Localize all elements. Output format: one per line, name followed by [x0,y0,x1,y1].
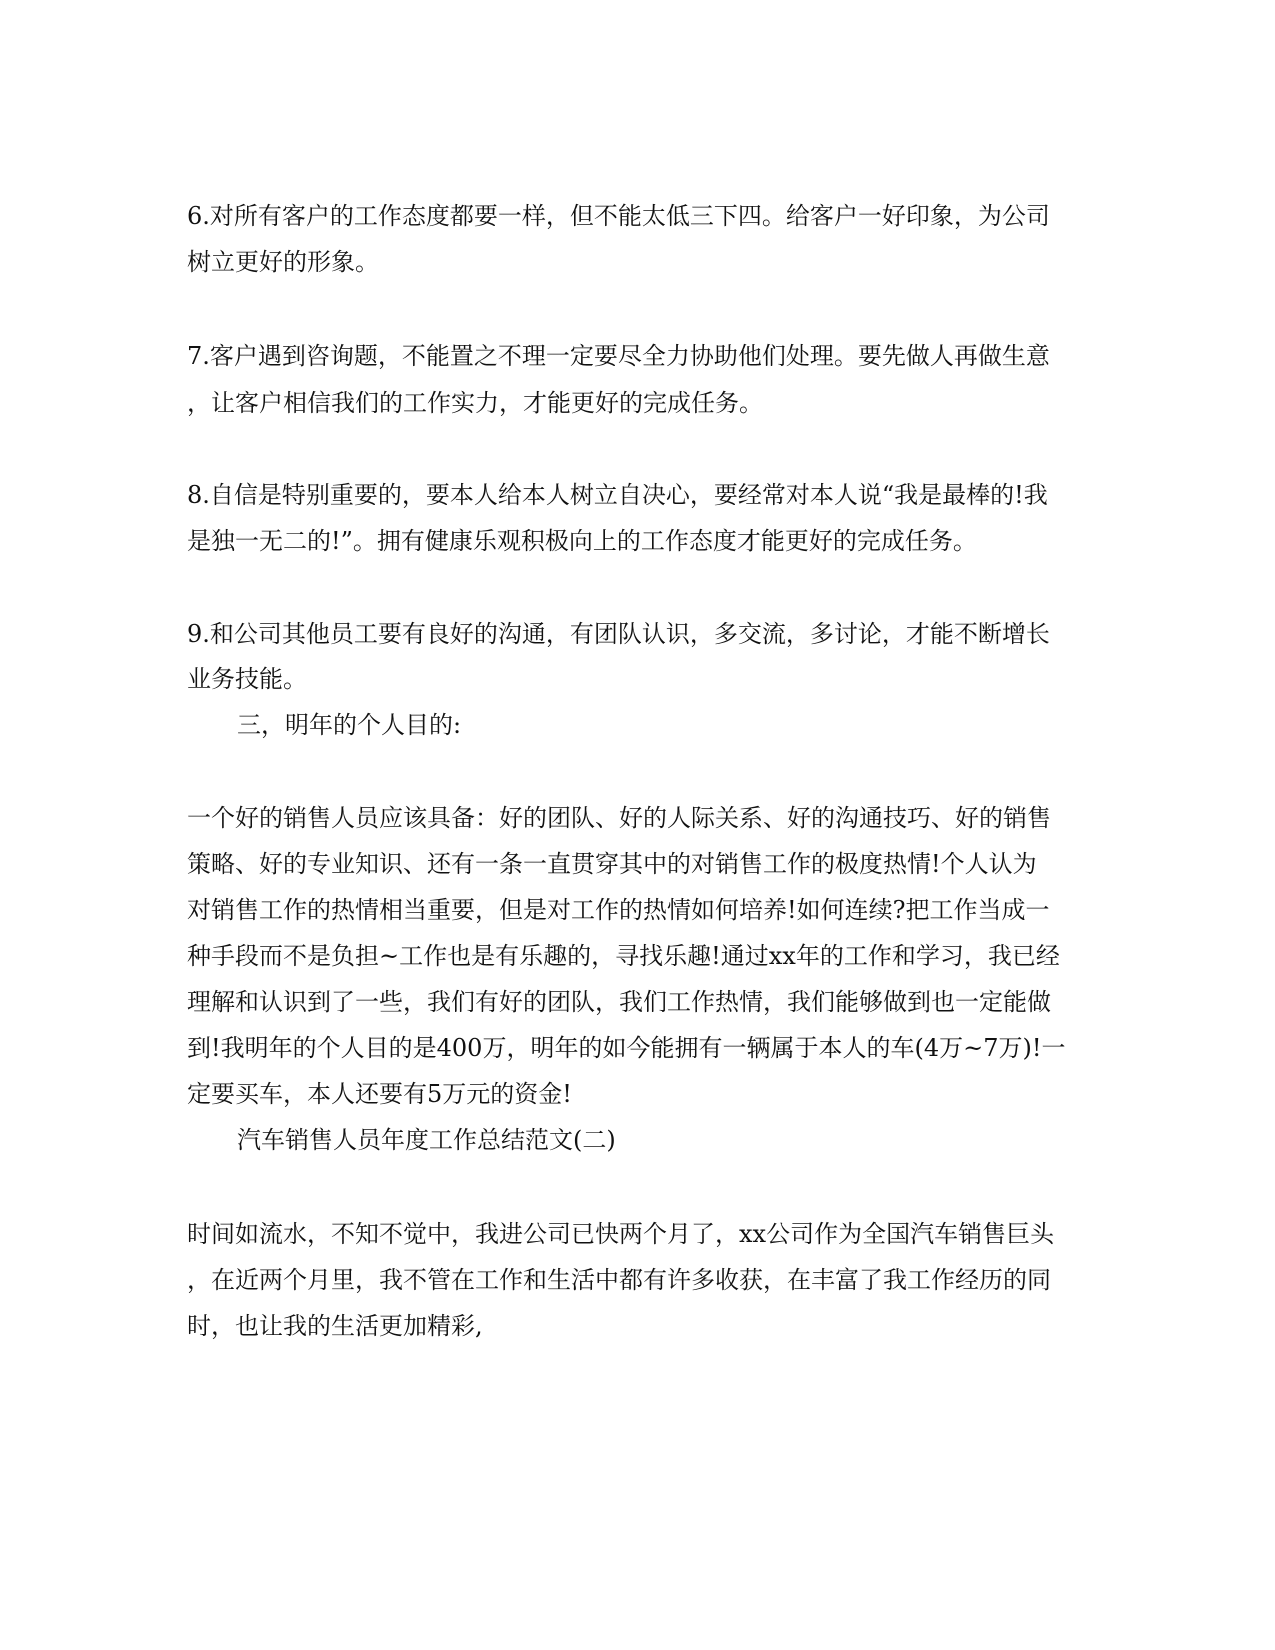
text-line-intro-3: 时，也让我的生活更加精彩, [187,1312,483,1340]
text-line-goals-3: 对销售工作的热情相当重要，但是对工作的热情如何培养!如何连续?把工作当成一 [187,896,1050,924]
text-line-item8-1: 8.自信是特别重要的，要本人给本人树立自决心，要经常对本人说“我是最棒的!我 [187,481,1048,509]
text-line-goals-1: 一个好的销售人员应该具备：好的团队、好的人际关系、好的沟通技巧、好的销售 [187,804,1051,832]
article-title-part-two: 汽车销售人员年度工作总结范文(二) [237,1126,616,1154]
text-line-intro-2: ，在近两个月里，我不管在工作和生活中都有许多收获，在丰富了我工作经历的同 [187,1266,1051,1294]
text-line-item7-1: 7.客户遇到咨询题，不能置之不理一定要尽全力协助他们处理。要先做人再做生意 [187,342,1050,370]
text-line-item6-2: 树立更好的形象。 [187,248,379,276]
text-line-item8-2: 是独一无二的!”。拥有健康乐观积极向上的工作态度才能更好的完成任务。 [187,527,977,555]
text-line-goals-6: 到!我明年的个人目的是400万，明年的如今能拥有一辆属于本人的车(4万~7万)!一 [187,1034,1066,1062]
text-line-goals-5: 理解和认识到了一些，我们有好的团队，我们工作热情，我们能够做到也一定能做 [187,988,1051,1016]
text-line-item9-1: 9.和公司其他员工要有良好的沟通，有团队认识，多交流，多讨论，才能不断增长 [187,620,1050,648]
text-line-goals-4: 种手段而不是负担~工作也是有乐趣的，寻找乐趣!通过xx年的工作和学习，我已经 [187,942,1060,970]
text-line-goals-7: 定要买车，本人还要有5万元的资金! [187,1080,572,1108]
section-heading-goals: 三，明年的个人目的: [237,711,462,739]
text-line-intro-1: 时间如流水，不知不觉中，我进公司已快两个月了，xx公司作为全国汽车销售巨头 [187,1220,1055,1248]
text-line-item7-2: ，让客户相信我们的工作实力，才能更好的完成任务。 [187,389,763,417]
text-line-item9-2: 业务技能。 [187,665,307,693]
text-line-item6-1: 6.对所有客户的工作态度都要一样，但不能太低三下四。给客户一好印象，为公司 [187,202,1050,230]
text-line-goals-2: 策略、好的专业知识、还有一条一直贯穿其中的对销售工作的极度热情!个人认为 [187,850,1037,878]
